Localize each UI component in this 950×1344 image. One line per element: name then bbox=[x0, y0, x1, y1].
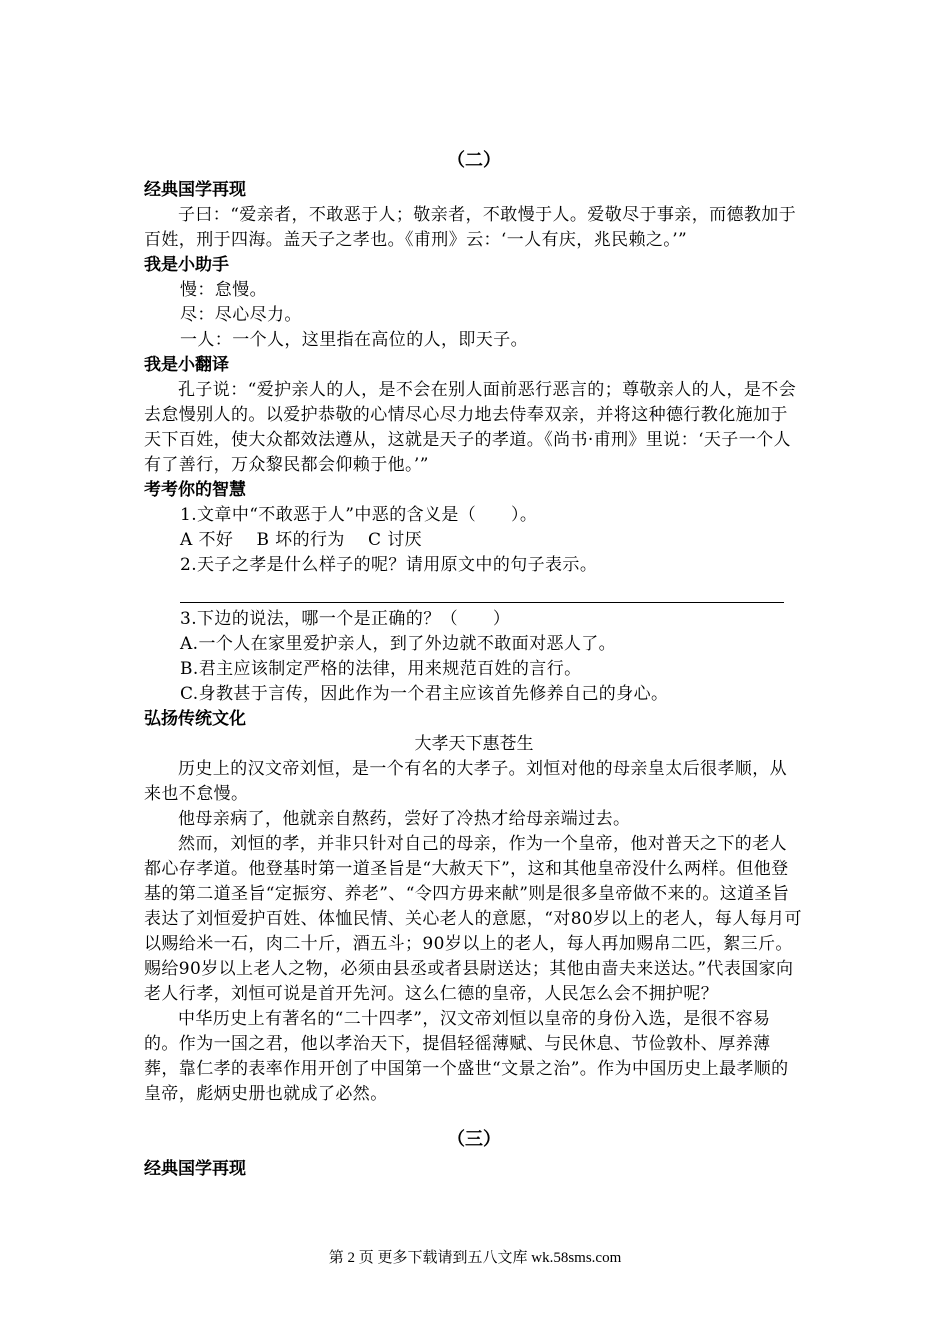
story-paragraph: 他母亲病了，他就亲自熬药，尝好了冷热才给母亲端过去。 bbox=[178, 809, 631, 829]
story-title: 大孝天下惠苍生 bbox=[414, 734, 534, 754]
quiz-option: A.一个人在家里爱护亲人，到了外边就不敢面对恶人了。 bbox=[180, 634, 617, 654]
story-paragraph: 中华历史上有著名的“二十四孝”，汉文帝刘恒以皇帝的身份入选，是很不容易的。作为一国之君，他以孝治天下，提倡轻徭薄赋、与民休息、节俭敦朴、厚养薄葬，靠仁孝的表率作用开创了中国第一个盛世“文景之治”。作为中国历史上最孝顺的皇帝，彪炳史册也就成了必然。 bbox=[144, 1009, 789, 1104]
quiz-question-2: 2.天子之孝是什么样子的呢？请用原文中的句子表示。 bbox=[180, 555, 598, 575]
classic-text: 子曰：“爱亲者，不敢恶于人；敬亲者，不敢慢于人。爱敬尽于事亲，而德教加于百姓，刑于四海。盖天子之孝也。《甫刑》云：‘一人有庆，兆民赖之。’” bbox=[144, 205, 797, 250]
answer-line[interactable] bbox=[180, 588, 784, 603]
quiz-question-1-options: A 不好 B 坏的行为 C 讨厌 bbox=[180, 530, 422, 550]
quiz-option: B.君主应该制定严格的法律，用来规范百姓的言行。 bbox=[180, 659, 582, 679]
translate-heading: 我是小翻译 bbox=[144, 355, 229, 375]
helper-item: 尽：尽心尽力。 bbox=[180, 305, 302, 325]
section-3-classic-heading: 经典国学再现 bbox=[144, 1159, 246, 1179]
story-paragraph: 历史上的汉文帝刘恒，是一个有名的大孝子。刘恒对他的母亲皇太后很孝顺，从来也不怠慢。 bbox=[144, 759, 787, 804]
story-paragraph: 然而，刘恒的孝，并非只针对自己的母亲，作为一个皇帝，他对普天之下的老人都心存孝道。他登基时第一道圣旨是“大赦天下”，这和其他皇帝没什么两样。但他登基的第二道圣旨“定振穷、养老”、“令四方毋来献”则是很多皇帝做不来的。这道圣旨表达了刘恒爱护百姓、体恤民情、关心老人的意愿，“对80岁以上的老人，每人每月可以赐给米一石，肉二十斤，酒五斗；90岁以上的老人，每人再加赐帛二匹，絮三斤。赐给90岁以上老人之物，必须由县丞或者县尉送达；其他由啬夫来送达。”代表国家向老人行孝，刘恒可说是首开先河。这么仁德的皇帝，人民怎么会不拥护呢？ bbox=[144, 834, 802, 1004]
helper-heading: 我是小助手 bbox=[144, 255, 229, 275]
quiz-question-3: 3.下边的说法，哪一个是正确的？（ ） bbox=[180, 609, 511, 629]
section-2-number: （二） bbox=[447, 150, 501, 171]
classic-heading: 经典国学再现 bbox=[144, 180, 246, 200]
quiz-question-1: 1.文章中“不敢恶于人”中恶的含义是（ ）。 bbox=[180, 505, 538, 525]
culture-heading: 弘扬传统文化 bbox=[144, 709, 246, 729]
section-3-number: （三） bbox=[447, 1129, 501, 1150]
page-footer: 第 2 页 更多下载请到五八文库 wk.58sms.com bbox=[328, 1250, 622, 1266]
translate-text: 孔子说：“爱护亲人的人，是不会在别人面前恶行恶言的；尊敬亲人的人，是不会去怠慢别人的。以爱护恭敬的心情尽心尽力地去侍奉双亲，并将这种德行教化施加于天下百姓，使大众都效法遵从，这就是天子的孝道。《尚书·甫刑》里说：‘天子一个人有了善行，万众黎民都会仰赖于他。’” bbox=[144, 380, 797, 475]
quiz-option: C.身教甚于言传，因此作为一个君主应该首先修养自己的身心。 bbox=[180, 684, 669, 704]
helper-item: 慢：怠慢。 bbox=[180, 280, 267, 300]
quiz-heading: 考考你的智慧 bbox=[144, 480, 246, 500]
document-page bbox=[144, 150, 804, 1182]
helper-item: 一人：一个人，这里指在高位的人，即天子。 bbox=[180, 330, 528, 350]
